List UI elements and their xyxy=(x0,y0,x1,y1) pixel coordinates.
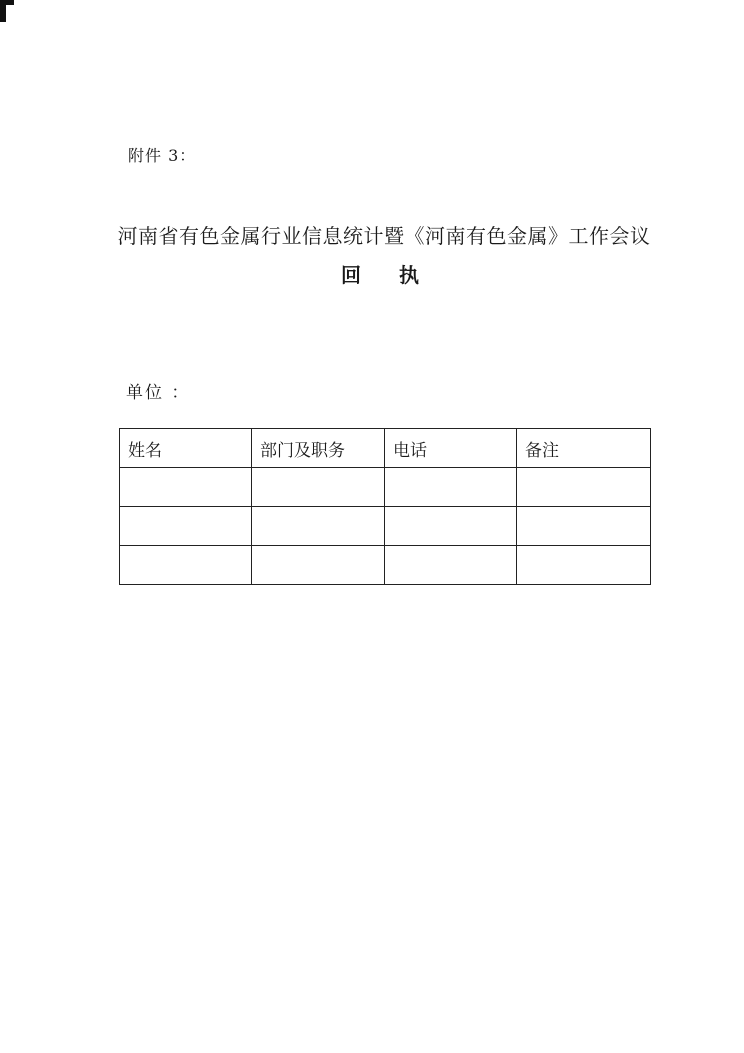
receipt-table xyxy=(119,428,651,585)
header-phone: 电话 xyxy=(385,429,517,468)
document-subtitle: 回执 xyxy=(341,263,457,287)
table-cell xyxy=(120,507,252,546)
table-cell xyxy=(517,468,651,507)
table-cell xyxy=(385,507,517,546)
header-department-position: 部门及职务 xyxy=(252,429,385,468)
header-remarks: 备注 xyxy=(517,429,651,468)
table-cell xyxy=(517,546,651,585)
unit-label: 单位 ： xyxy=(126,383,191,403)
table-row xyxy=(120,546,651,585)
table-cell xyxy=(120,546,252,585)
table-cell xyxy=(517,507,651,546)
table-header-row xyxy=(120,429,651,468)
table-row xyxy=(120,507,651,546)
table-cell xyxy=(120,468,252,507)
table-cell xyxy=(252,507,385,546)
header-name: 姓名 xyxy=(120,429,252,468)
table-row xyxy=(120,468,651,507)
table-cell xyxy=(252,546,385,585)
table-cell xyxy=(385,546,517,585)
document-title: 河南省有色金属行业信息统计暨《河南有色金属》工作会议 xyxy=(117,224,651,248)
table-cell xyxy=(385,468,517,507)
scan-corner-mark xyxy=(0,0,6,22)
table-cell xyxy=(252,468,385,507)
attachment-label: 附件 3： xyxy=(128,146,197,165)
